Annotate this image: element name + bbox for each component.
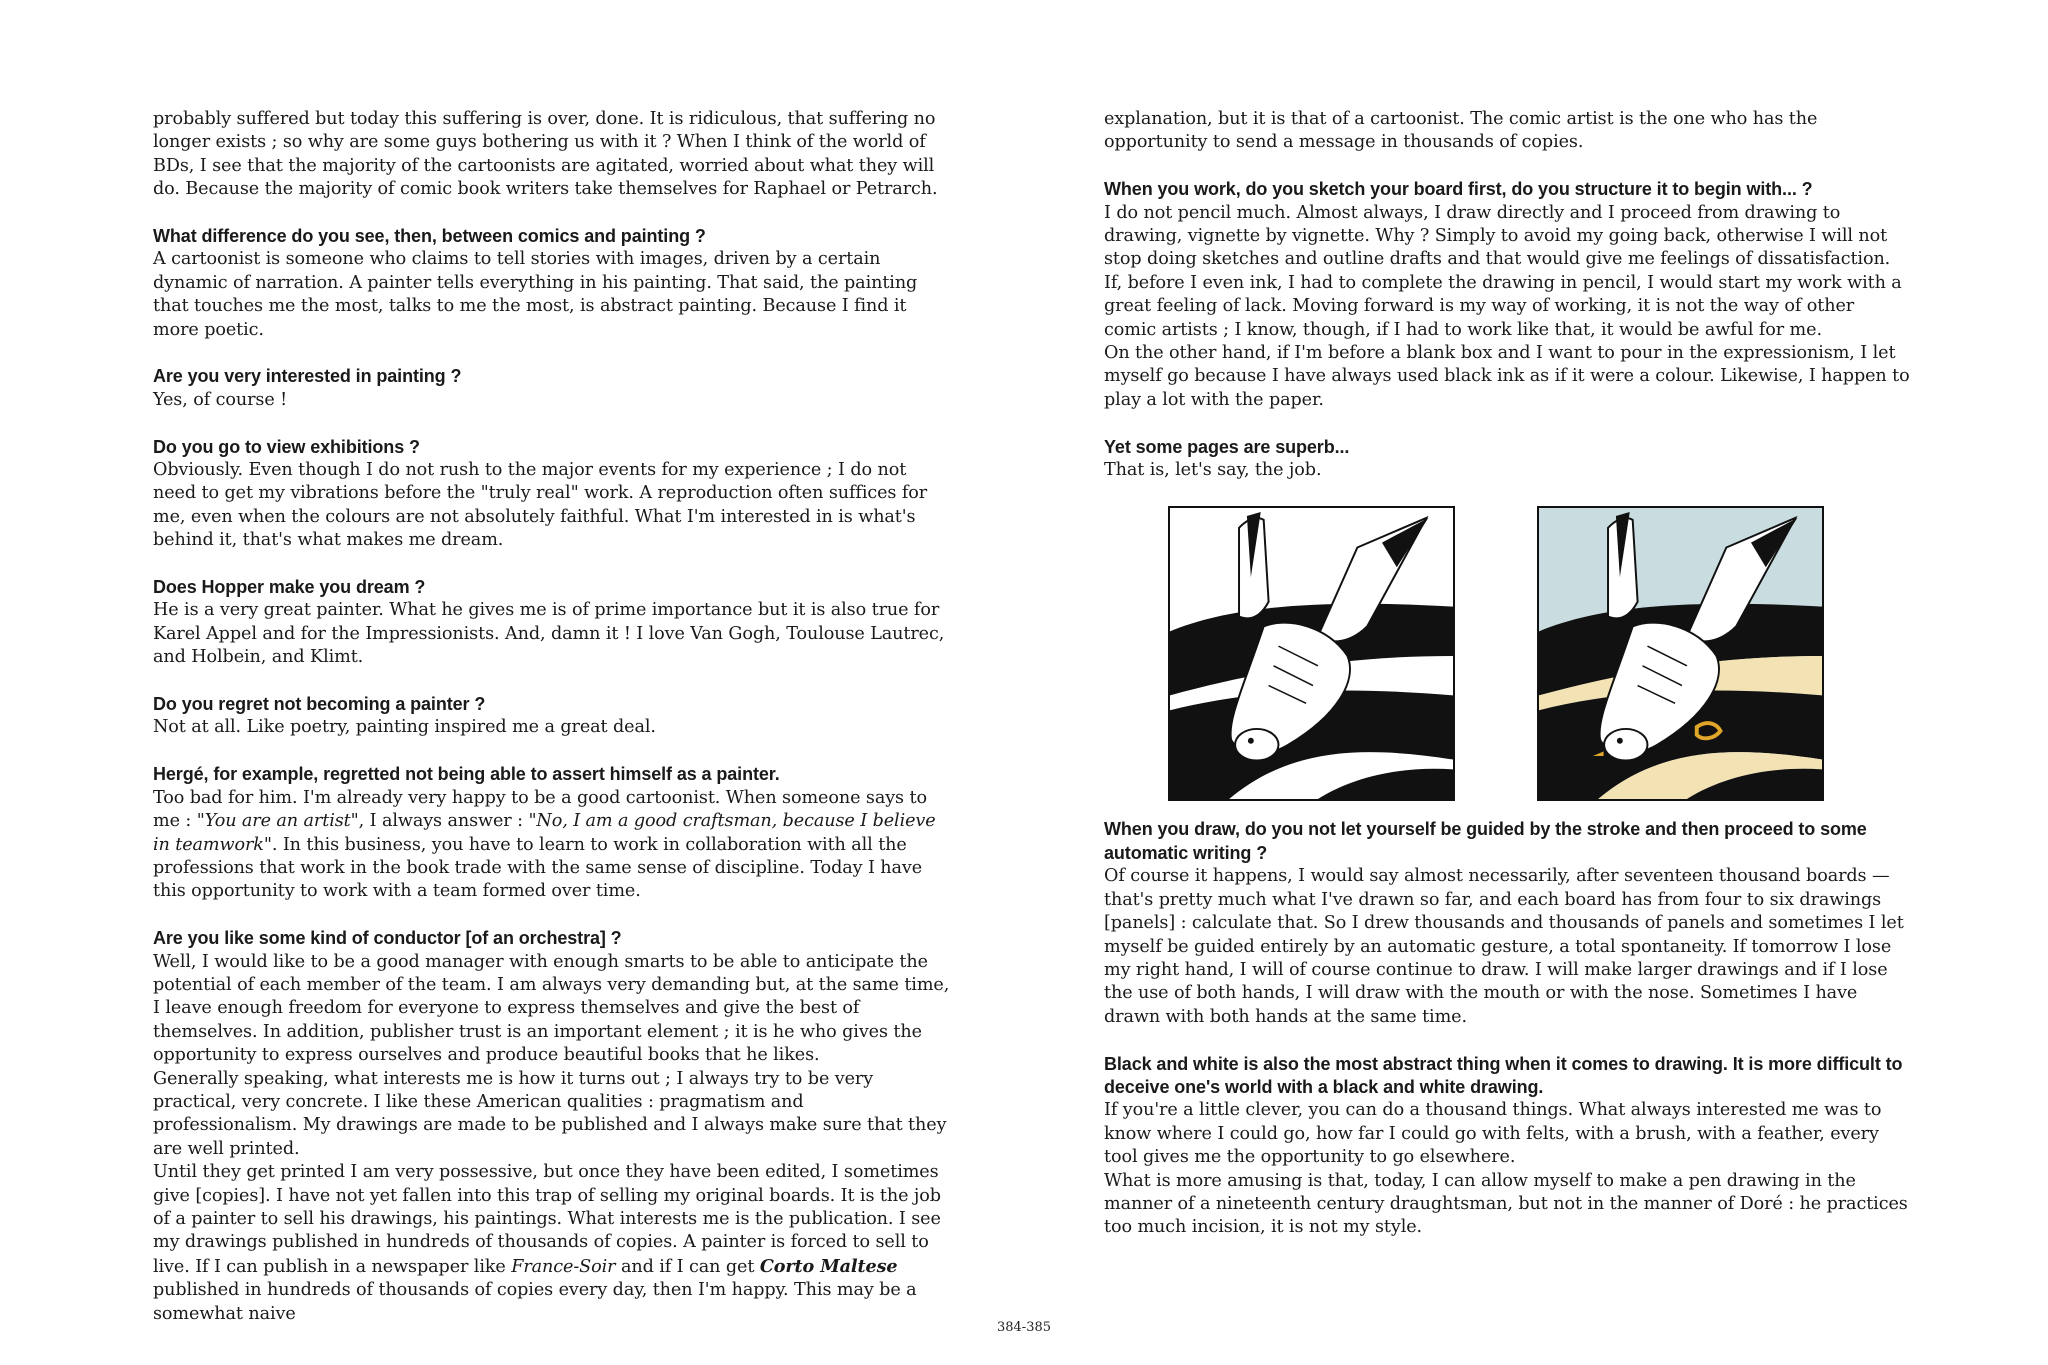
answer-comics-vs-painting: A cartoonist is someone who claims to tell stories with images, driven by a certain dynamic of narration. A painter tells everything in his painting. That said, the painting that touches me the most, talks to me the most, is abstract painting. Because I find it more poetic. — [153, 249, 918, 340]
answer-hopper: He is a very great painter. What he gives me is of prime importance but it is also true for Karel Appel and for the Impressionists. And, damn it ! I love Van Gogh, Toulouse Lautrec, and Holbein, and Klimt. — [153, 600, 945, 668]
question-sketch-board: When you work, do you sketch your board first, do you structure it to begin with... ? — [1104, 179, 1813, 200]
seagull-bw-panel — [1168, 506, 1455, 801]
answer-conductor-text-1: Until they get printed I am very possessive, but once they have been edited, I sometimes give [copies]. I have not yet fallen into this trap of selling my original boards. It is the job of a painter to sell his drawings, his paintings. What interests me is the publication. I see my drawings published in hundreds of thousands of copies. A painter is forced to sell to live. If I can publish in a newspaper like — [153, 1162, 941, 1277]
question-exhibitions: Do you go to view exhibitions ? — [153, 436, 420, 457]
comic-title: Corto Maltese — [759, 1255, 898, 1277]
question-regret-painter: Do you regret not becoming a painter ? — [153, 694, 486, 715]
answer-herge-quote-craftsman: "No, I am a good craftsman, because I believe in teamwork" — [153, 811, 936, 855]
question-black-and-white: Black and white is also the most abstract thing when it comes to drawing. It is more difficult to deceive one's world with a black and white drawing. — [1104, 1053, 1903, 1097]
answer-conductor-paragraph-3 — [153, 1161, 953, 1326]
question-herge: Hergé, for example, regretted not being able to assert himself as a painter. — [153, 764, 780, 785]
answer-automatic-writing: Of course it happens, I would say almost necessarily, after seventeen thousand boards — that's pretty much what I've drawn so far, and each board has from four to six drawings [panels] : calculate that. So I drew thousands and thousands of panels and sometimes I let myself be guided entirely by an automatic gesture, a total spontaneity. If tomorrow I lose my right hand, I will of course continue to draw. I will make larger drawings and if I lose the use of both hands, I will draw with the mouth or with the nose. Sometimes I have drawn with both hands at the same time. — [1104, 866, 1904, 1027]
answer-sketch-board-paragraph-1: I do not pencil much. Almost always, I draw directly and I proceed from drawing to drawing, vignette by vignette. Why ? Simply to avoid my going back, otherwise I will not stop doing sketches and outline drafts and that would give me feelings of dissatisfaction. If, before I even ink, I had to complete the drawing in pencil, I would start my work with a great feeling of lack. Moving forward is my way of working, it is not the way of other comic artists ; I know, though, if I had to work like that, it would be awful for me. — [1104, 202, 1902, 340]
right-page-column — [1104, 108, 1910, 1240]
answer-herge-text-2: , I always answer : — [358, 811, 529, 832]
question-conductor: Are you like some kind of conductor [of an orchestra] ? — [153, 928, 622, 949]
answer-conductor-paragraph-1: Well, I would like to be a good manager with enough smarts to be able to anticipate the potential of each member of the team. I am always very demanding but, at the same time, I leave enough freedom for everyone to express themselves and give the best of themselves. In addition, publisher trust is an important element ; it is he who gives the opportunity to express ourselves and produce beautiful books that he likes. — [153, 951, 950, 1066]
answer-superb-pages: That is, let's say, the job. — [1104, 460, 1322, 481]
answer-regret-painter: Not at all. Like poetry, painting inspired me a great deal. — [153, 717, 656, 738]
answer-black-and-white-paragraph-2: What is more amusing is that, today, I can allow myself to make a pen drawing in the manner of a nineteenth century draughtsman, but not in the manner of Doré : he practices too much incision, it is not my style. — [1104, 1170, 1908, 1238]
answer-exhibitions: Obviously. Even though I do not rush to the major events for my experience ; I do not need to get my vibrations before the "truly real" work. A reproduction often suffices for me, even when the colours are not absolutely faithful. What I'm interested in is what's behind it, that's what makes me dream. — [153, 460, 928, 551]
question-automatic-writing: When you draw, do you not let yourself be guided by the stroke and then proceed to some automatic writing ? — [1104, 819, 1867, 863]
seagull-color-drawing — [1539, 508, 1822, 799]
question-interested-in-painting: Are you very interested in painting ? — [153, 366, 462, 387]
question-comics-vs-painting: What difference do you see, then, between comics and painting ? — [153, 226, 706, 247]
left-page-column — [153, 108, 953, 1326]
answer-interested-in-painting: Yes, of course ! — [153, 389, 288, 410]
seagull-color-panel — [1537, 506, 1824, 801]
seagull-bw-drawing — [1170, 508, 1453, 799]
right-opening-paragraph: explanation, but it is that of a cartoonist. The comic artist is the one who has the opportunity to send a message in thousands of copies. — [1104, 109, 1818, 153]
answer-herge-text-1: Too bad for him. I'm already very happy to be a good cartoonist. When someone says to me : — [153, 787, 927, 832]
answer-herge-quote-artist: "You are an artist" — [196, 811, 359, 832]
answer-conductor-text-2: and if I can get — [615, 1256, 760, 1277]
answer-sketch-board-paragraph-2: On the other hand, if I'm before a blank box and I want to pour in the expressionism, I let myself go because I have always used black ink as if it were a colour. Likewise, I happen to play a lot with the paper. — [1104, 343, 1910, 410]
newspaper-name: France-Soir — [511, 1256, 616, 1277]
answer-herge-text-3: . In this business, you have to learn to work in collaboration with all the professions that work in the book trade with the same sense of discipline. Today I have this opportunity to work with a team formed over time. — [153, 834, 923, 902]
answer-conductor-paragraph-2: Generally speaking, what interests me is how it turns out ; I always try to be very practical, very concrete. I like these American qualities : pragmatism and professionalism. My drawings are made to be published and I always make sure that they are well printed. — [153, 1068, 947, 1159]
question-superb-pages: Yet some pages are superb... — [1104, 436, 1350, 457]
left-opening-paragraph: probably suffered but today this suffering is over, done. It is ridiculous, that suffering no longer exists ; so why are some guys bothering us with it ? When I think of the world of BDs, I see that the majority of the cartoonists are agitated, worried about what they will do. Because the majority of comic book writers take themselves for Raphael or Petrarch. — [153, 109, 938, 200]
answer-conductor-text-3: published in hundreds of thousands of copies every day, then I'm happy. This may be a somewhat naive — [153, 1280, 917, 1324]
answer-black-and-white-paragraph-1: If you're a little clever, you can do a thousand things. What always interested me was to know where I could go, how far I could go with felts, with a brush, with a feather, every tool gives me the opportunity to go elsewhere. — [1104, 1100, 1882, 1168]
answer-herge — [153, 787, 953, 904]
page-number: 384-385 — [996, 1320, 1052, 1335]
seagull-figures — [1104, 494, 1910, 814]
question-hopper: Does Hopper make you dream ? — [153, 577, 426, 598]
